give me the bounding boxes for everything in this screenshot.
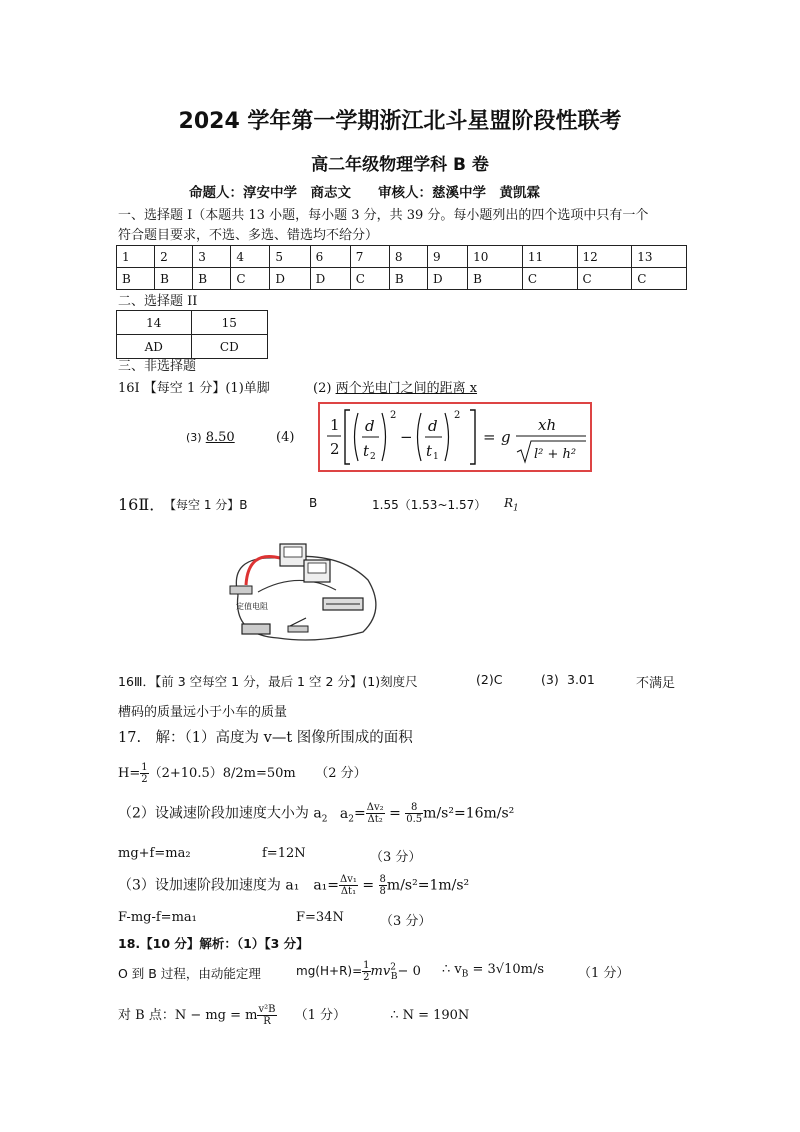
q17-p3-text: （3）设加速阶段加速度为 a₁ a₁= — [118, 877, 340, 894]
q16-3-answer3: 3.01 — [567, 672, 595, 687]
table-cell: 2 — [155, 246, 193, 268]
answer-table-1-numbers — [117, 246, 687, 268]
q16-3-answer4-start: 不满足 — [636, 676, 676, 691]
q17-dv2-frac — [366, 802, 385, 825]
q18-vb-label: ∴ v — [442, 962, 462, 977]
q17-p2-sub: 2 — [321, 814, 328, 825]
q16-1-part3-label: (3) — [186, 431, 202, 444]
formula-half-num: 1 — [330, 416, 340, 434]
q17-line2 — [118, 762, 367, 785]
table-cell: 8 — [389, 246, 427, 268]
q17-half — [140, 762, 148, 785]
answer-table-1-answers — [117, 268, 687, 290]
q17-line6-c: （3 分） — [380, 914, 432, 929]
q18-half-num: 1 — [363, 960, 370, 971]
formula-denominator: l² + h² — [534, 447, 577, 462]
q18-half — [362, 960, 370, 983]
q16-1-part2 — [313, 377, 477, 396]
q17-8: 8 — [405, 802, 423, 814]
table-cell: 4 — [231, 246, 270, 268]
q17-line4-a: mg+f=ma₂ — [118, 846, 191, 861]
section1-heading-line1: 一、选择题 I（本题共 13 小题，每小题 3 分，共 39 分。每小题列出的四个选项中只有一个 — [118, 208, 649, 223]
q17-line1: 17. 解：（1）高度为 v—t 图像所围成的面积 — [118, 730, 413, 746]
q17-05: 0.5 — [406, 814, 423, 825]
table-cell: 3 — [193, 246, 231, 268]
table-cell: C — [350, 268, 389, 290]
table-cell: CD — [191, 335, 267, 359]
q17-8c: 8 — [379, 886, 386, 897]
q16-1-part2-label: (2) — [313, 381, 332, 396]
q16-3-answer3-label: (3) — [541, 672, 559, 687]
q16-3-answer2: (2)C — [476, 672, 503, 687]
q17-h-expr: （2+10.5）8/2m=50m （2 分） — [148, 766, 367, 781]
q16-1-part3 — [186, 430, 235, 445]
q18-mv-sup: 2 — [390, 962, 396, 973]
table-cell: 11 — [522, 246, 577, 268]
formula-t1-sub: 1 — [433, 452, 439, 462]
q17-dv2: Δv₂ — [366, 802, 384, 813]
q17-dt1: Δt₁ — [340, 886, 357, 897]
formula-t1: t — [426, 442, 433, 460]
circuit-diagram — [218, 540, 388, 645]
table-cell: 7 — [350, 246, 389, 268]
author-line: 命题人：淳安中学 商志文 审核人：慈溪中学 黄凯霖 — [189, 185, 540, 201]
formula-g: g — [501, 428, 511, 446]
formula-t2: t — [363, 442, 370, 460]
q16-1-part4-label: (4) — [276, 430, 295, 445]
q17-8-8-frac — [379, 874, 387, 897]
table-cell: D — [310, 268, 350, 290]
q16-3-line1: 16Ⅲ．【前 3 空每空 1 分，最后 1 空 2 分】(1)刻度尺 — [118, 674, 418, 689]
q16-2-answer4-sub: 1 — [513, 503, 519, 514]
q17-p2-text: （2）设减速阶段加速度大小为 a — [118, 805, 322, 822]
table-cell: 5 — [270, 246, 310, 268]
q18-mv-sub: B — [390, 971, 398, 982]
answer-table-1 — [116, 245, 687, 290]
formula-minus: − — [400, 428, 413, 446]
table-cell: C — [577, 268, 632, 290]
q16-2-answer4 — [504, 496, 519, 513]
table-cell: C — [522, 268, 577, 290]
q17-dv1-frac — [339, 874, 358, 897]
table-cell: 14 — [117, 311, 192, 335]
q18-line2-a: O 到 B 过程，由动能定理 — [118, 966, 261, 981]
q17-dt2: Δt₂ — [367, 814, 383, 825]
q18-R: R — [263, 1016, 271, 1027]
formula-box — [318, 402, 592, 472]
q16-1-part2-answer: 两个光电门之间的距离 x — [335, 381, 478, 396]
answer-table-2 — [116, 310, 268, 359]
q17-h-label: H= — [118, 766, 141, 781]
q18-half-den: 2 — [363, 972, 370, 983]
table-cell: B — [155, 268, 193, 290]
page-title: 2024 学年第一学期浙江北斗星盟阶段性联考 — [178, 109, 622, 134]
q18-line3 — [118, 1004, 469, 1027]
table-cell: D — [427, 268, 467, 290]
table-cell: 12 — [577, 246, 632, 268]
q18-energy-eq — [296, 960, 421, 983]
q16-1-part3-answer: 8.50 — [205, 430, 235, 445]
q17-a1-result: m/s²=1m/s² — [386, 877, 470, 894]
q16-3-line2: 槽码的质量远小于小车的质量 — [118, 705, 288, 720]
q18-minus0: − 0 — [397, 964, 421, 979]
q18-b-eq: 对 B 点：N − mg = m — [118, 1008, 258, 1023]
formula-svg — [320, 404, 590, 470]
q17-a2: a — [339, 805, 349, 822]
formula-half-den: 2 — [330, 440, 340, 458]
answer-table-2-numbers — [117, 311, 268, 335]
q16-2-answer2: B — [309, 496, 318, 510]
q16-2-note: 【每空 1 分】B — [164, 498, 248, 512]
q17-a2-eq: = — [354, 805, 366, 822]
q18-vb2-frac — [257, 1004, 276, 1027]
q18-n-result: ∴ N = 190N — [390, 1008, 470, 1023]
formula-numerator: xh — [538, 416, 557, 434]
table-cell: 9 — [427, 246, 467, 268]
table-cell: B — [468, 268, 523, 290]
table-cell: C — [632, 268, 687, 290]
q17-line4-c: （3 分） — [370, 850, 422, 865]
q18-line1: 18.【10 分】解析：（1）【3 分】 — [118, 936, 309, 951]
table-cell: D — [270, 268, 310, 290]
formula-sq1: 2 — [390, 410, 397, 421]
q17-a2-result: m/s²=16m/s² — [423, 805, 515, 822]
table-cell: B — [193, 268, 231, 290]
q17-half-den: 2 — [141, 774, 148, 785]
table-cell: AD — [117, 335, 192, 359]
q18-line2-score: （1 分） — [578, 966, 630, 981]
q17-line3: （2）设减速阶段加速度大小为 $a_2$ $a_2=$ $\frac{\text{Δv₂}}{\text{Δt₂}}$ = $\frac{8}{0.5}$ m/s²=16m/s² — [118, 802, 515, 825]
q17-dv1: Δv₁ — [340, 874, 357, 885]
table-cell: C — [231, 268, 270, 290]
table-cell: 6 — [310, 246, 350, 268]
section3-heading: 三、非选择题 — [118, 359, 197, 374]
diagram-resistor-label: 定值电阻 — [236, 602, 268, 611]
q16-2-answer4-symbol: R — [504, 496, 514, 510]
q18-vb2: v²B — [258, 1004, 276, 1015]
formula-d2: d — [428, 417, 438, 435]
formula-d1: d — [365, 417, 375, 435]
table-cell: 1 — [117, 246, 155, 268]
section1-heading-line2: 符合题目要求，不选、多选、错选均不给分） — [118, 228, 379, 243]
table-cell: 15 — [191, 311, 267, 335]
formula-equals: = — [483, 428, 496, 446]
q18-mv: mv — [370, 964, 391, 979]
q16-2-answer3: 1.55（1.53~1.57） — [372, 498, 487, 512]
q17-line5: （3）设加速阶段加速度为 a₁ a₁= $\frac{\text{Δv₁}}{\text{Δt₁}}$ = $\frac{8}{8}$ m/s²=1m/s² — [118, 874, 470, 897]
q17-line6-b: F=34N — [296, 910, 344, 925]
q17-8-05-frac — [405, 802, 423, 825]
q17-a2-sub: 2 — [348, 814, 354, 825]
formula-t2-sub: 2 — [370, 452, 376, 462]
table-cell: B — [389, 268, 427, 290]
table-cell: 13 — [632, 246, 687, 268]
q18-line3-score: （1 分） — [294, 1008, 347, 1023]
table-cell: 10 — [468, 246, 523, 268]
section2-heading: 二、选择题 II — [118, 294, 198, 309]
q16-1-lead: 16I 【每空 1 分】(1)单脚 — [118, 381, 270, 396]
q18-vb-sub: B — [461, 969, 469, 980]
formula-sq2: 2 — [454, 410, 461, 421]
page-subtitle: 高二年级物理学科 B 卷 — [311, 155, 489, 175]
table-cell: B — [117, 268, 155, 290]
q17-line6-a: F-mg-f=ma₁ — [118, 910, 197, 925]
q18-vb-value: = 3√10m/s — [468, 962, 545, 977]
q18-vb — [442, 962, 544, 980]
q17-half-num: 1 — [141, 762, 148, 773]
q18-lhs: mg(H+R)= — [296, 964, 363, 978]
q16-2-label: 16Ⅱ． — [118, 495, 166, 514]
q17-8b: 8 — [379, 874, 386, 885]
q17-line4-b: f=12N — [262, 846, 306, 861]
